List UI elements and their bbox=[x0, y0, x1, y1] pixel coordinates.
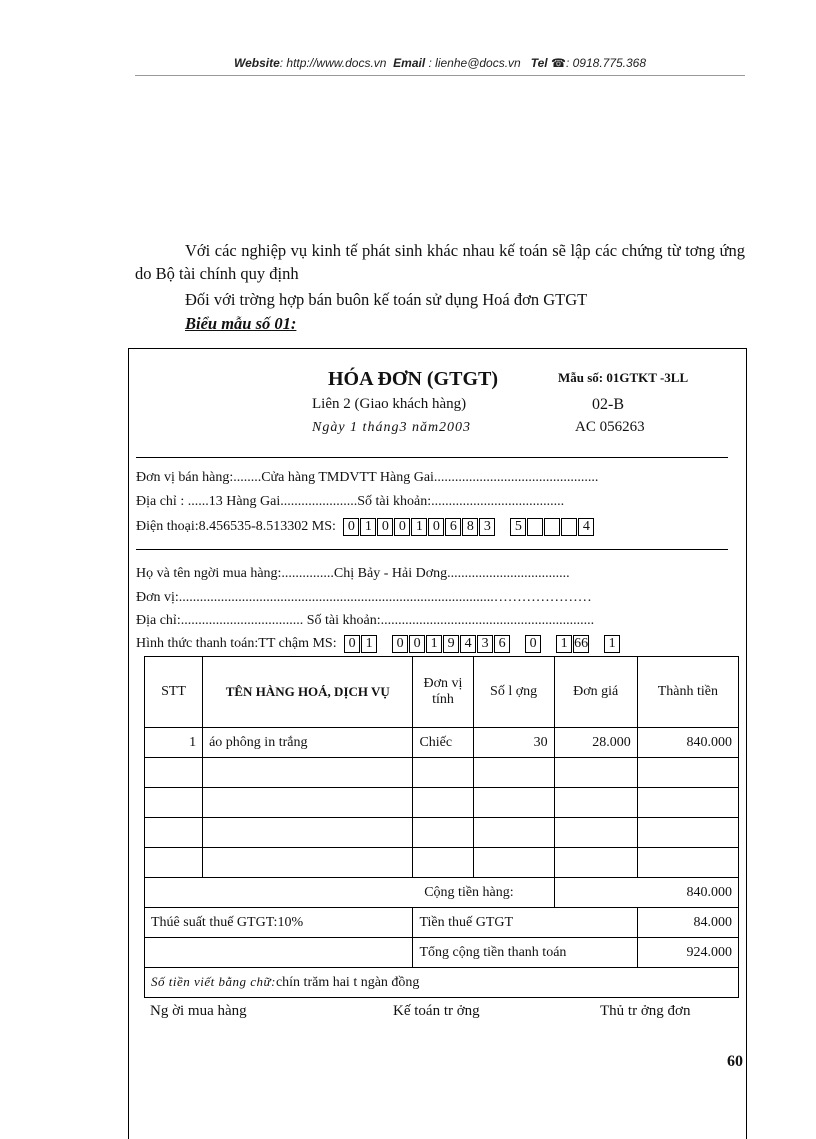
header-rule bbox=[135, 75, 745, 76]
divider bbox=[136, 457, 728, 458]
tax-code-box: 0 bbox=[344, 635, 360, 653]
cell-total: 840.000 bbox=[637, 728, 738, 758]
serial-number: AC 056263 bbox=[575, 419, 645, 435]
box-gap bbox=[590, 635, 604, 653]
sum-value: 840.000 bbox=[554, 878, 738, 908]
cell-name bbox=[203, 818, 413, 848]
col-total: Thành tiền bbox=[637, 657, 738, 728]
tax-code-box: 0 bbox=[343, 518, 359, 536]
tax-code-box: 1 bbox=[360, 518, 376, 536]
cell-total bbox=[637, 758, 738, 788]
cell-price bbox=[554, 818, 637, 848]
cell-qty bbox=[473, 818, 554, 848]
seller-tax-code bbox=[343, 518, 595, 536]
tax-code-box: 0 bbox=[525, 635, 541, 653]
col-stt: STT bbox=[145, 657, 203, 728]
grand-value: 924.000 bbox=[637, 938, 738, 968]
tax-code-box: 8 bbox=[462, 518, 478, 536]
table-row bbox=[145, 728, 739, 758]
tax-code-box: 5 bbox=[510, 518, 526, 536]
sign-head: Thủ tr ởng đơn bbox=[600, 1003, 691, 1019]
cell-name bbox=[203, 848, 413, 878]
buyer-line: Họ và tên ngời mua hàng:...............Chị Bảy - Hải Dơng................................... bbox=[136, 566, 570, 581]
website-label: Website bbox=[233, 56, 280, 70]
vat-row bbox=[145, 908, 739, 938]
cell-price: 28.000 bbox=[554, 728, 637, 758]
sum-label: Cộng tiền hàng: bbox=[145, 878, 555, 908]
seller-address: Địa chỉ : ......13 Hàng Gai......................Số tài khoản:...................................... bbox=[136, 494, 565, 509]
cell-total bbox=[637, 788, 738, 818]
payment-line bbox=[136, 635, 621, 653]
invoice-title: HÓA ĐƠN (GTGT) bbox=[328, 368, 499, 390]
tax-code-box: 0 bbox=[392, 635, 408, 653]
sum-row bbox=[145, 878, 739, 908]
payment-method: Hình thức thanh toán:TT chậm MS: bbox=[136, 636, 337, 652]
cell-stt bbox=[145, 848, 203, 878]
box-gap bbox=[378, 635, 392, 653]
tax-code-box: 6 bbox=[494, 635, 510, 653]
tax-code-box: 1 bbox=[361, 635, 377, 653]
cell-stt bbox=[145, 758, 203, 788]
col-name: TÊN HÀNG HOÁ, DỊCH VỤ bbox=[203, 657, 413, 728]
col-qty: Số l ợng bbox=[473, 657, 554, 728]
website-value: : http://www.docs.vn bbox=[279, 56, 387, 70]
tax-code-box: 0 bbox=[394, 518, 410, 536]
tax-code-box: 0 bbox=[428, 518, 444, 536]
cell-name bbox=[203, 758, 413, 788]
cell-unit: Chiếc bbox=[413, 728, 473, 758]
cell-stt bbox=[145, 788, 203, 818]
cell-stt: 1 bbox=[145, 728, 203, 758]
buyer-tax-code bbox=[344, 635, 621, 653]
tax-code-box: 1 bbox=[411, 518, 427, 536]
cell-qty bbox=[473, 848, 554, 878]
grand-label: Tổng cộng tiền thanh toán bbox=[413, 938, 637, 968]
seller-phone-line bbox=[136, 518, 595, 536]
tax-code-box: 66 bbox=[574, 636, 589, 651]
grand-total-row bbox=[145, 938, 739, 968]
cell-unit bbox=[413, 848, 473, 878]
col-unit: Đơn vị tính bbox=[413, 657, 473, 728]
sign-accountant: Kế toán tr ởng bbox=[393, 1003, 480, 1019]
vat-rate: Thúê suất thuế GTGT:10% bbox=[145, 908, 413, 938]
cell-stt bbox=[145, 818, 203, 848]
form-heading: Biểu mẫu số 01: bbox=[185, 314, 297, 333]
sign-buyer: Ng ời mua hàng bbox=[150, 1003, 247, 1019]
words-label: Số tiền viết bằng chữ: bbox=[151, 974, 276, 989]
email-label: Email bbox=[393, 56, 426, 70]
page-header bbox=[135, 56, 745, 70]
items-table bbox=[144, 656, 739, 998]
tax-code-box bbox=[544, 518, 560, 536]
table-row bbox=[145, 848, 739, 878]
tax-code-box: 0 bbox=[377, 518, 393, 536]
words-value: chín trăm hai t ngàn đồng bbox=[275, 975, 420, 990]
cell-unit bbox=[413, 818, 473, 848]
table-row bbox=[145, 788, 739, 818]
divider bbox=[136, 549, 728, 550]
form-code: 02-B bbox=[592, 396, 624, 413]
table-header-row bbox=[145, 657, 739, 728]
tax-code-box bbox=[527, 518, 543, 536]
invoice-date: Ngày 1 tháng3 năm2003 bbox=[312, 420, 472, 435]
tax-code-box: 4 bbox=[460, 635, 476, 653]
cell-qty bbox=[473, 788, 554, 818]
cell-price bbox=[554, 788, 637, 818]
table-row bbox=[145, 818, 739, 848]
tax-code-box: 4 bbox=[578, 518, 594, 536]
tax-code-box: 3 bbox=[477, 635, 493, 653]
box-gap bbox=[542, 635, 556, 653]
tax-code-box: 9 bbox=[443, 635, 459, 653]
tel-label: Tel bbox=[530, 56, 548, 70]
cell-qty bbox=[473, 758, 554, 788]
words-row bbox=[145, 968, 739, 998]
box-gap bbox=[511, 635, 525, 653]
cell-qty: 30 bbox=[473, 728, 554, 758]
cell-price bbox=[554, 848, 637, 878]
table-row bbox=[145, 758, 739, 788]
tel-value: : 0918.775.368 bbox=[565, 56, 647, 70]
tax-code-box: 1 bbox=[426, 635, 442, 653]
cell-total bbox=[637, 818, 738, 848]
form-number: Mẫu số: 01GTKT -3LL bbox=[558, 370, 689, 385]
vat-label: Tiền thuế GTGT bbox=[413, 908, 637, 938]
cell-unit bbox=[413, 758, 473, 788]
cell-total bbox=[637, 848, 738, 878]
phone-icon: ☎ bbox=[551, 56, 566, 70]
paragraph-wholesale: Đối với trờng hợp bán buôn kế toán sử dụng Hoá đơn GTGT bbox=[185, 290, 588, 309]
tax-code-box: 6 bbox=[445, 518, 461, 536]
tax-code-box: 3 bbox=[479, 518, 495, 536]
buyer-unit: Đơn vị:..........................................................................................………………… bbox=[136, 590, 592, 605]
cell-name bbox=[203, 788, 413, 818]
tax-code-box: 1 bbox=[556, 635, 572, 653]
seller-phone: Điện thoại:8.456535-8.513302 MS: bbox=[136, 519, 336, 535]
seller-line: Đơn vị bán hàng:........Cửa hàng TMDVTT Hàng Gai............................................... bbox=[136, 470, 599, 485]
page-number: 60 bbox=[727, 1053, 743, 1070]
tax-code-box: 0 bbox=[409, 635, 425, 653]
cell-name: áo phông in trắng bbox=[203, 728, 413, 758]
cell-unit bbox=[413, 788, 473, 818]
paragraph-intro: Với các nghiệp vụ kinh tế phát sinh khác nhau kế toán sẽ lập các chứng từ tơng ứng do Bộ tài chính quy định bbox=[135, 241, 745, 283]
cell-price bbox=[554, 758, 637, 788]
email-value: : lienhe@docs.vn bbox=[428, 56, 521, 70]
box-gap bbox=[496, 518, 510, 536]
buyer-address: Địa chỉ:................................... Số tài khoản:............................................................. bbox=[136, 613, 595, 628]
tax-code-box: 1 bbox=[604, 635, 620, 653]
tax-code-box bbox=[561, 518, 577, 536]
col-price: Đơn giá bbox=[554, 657, 637, 728]
vat-value: 84.000 bbox=[637, 908, 738, 938]
invoice-copy: Liên 2 (Giao khách hàng) bbox=[312, 396, 467, 412]
